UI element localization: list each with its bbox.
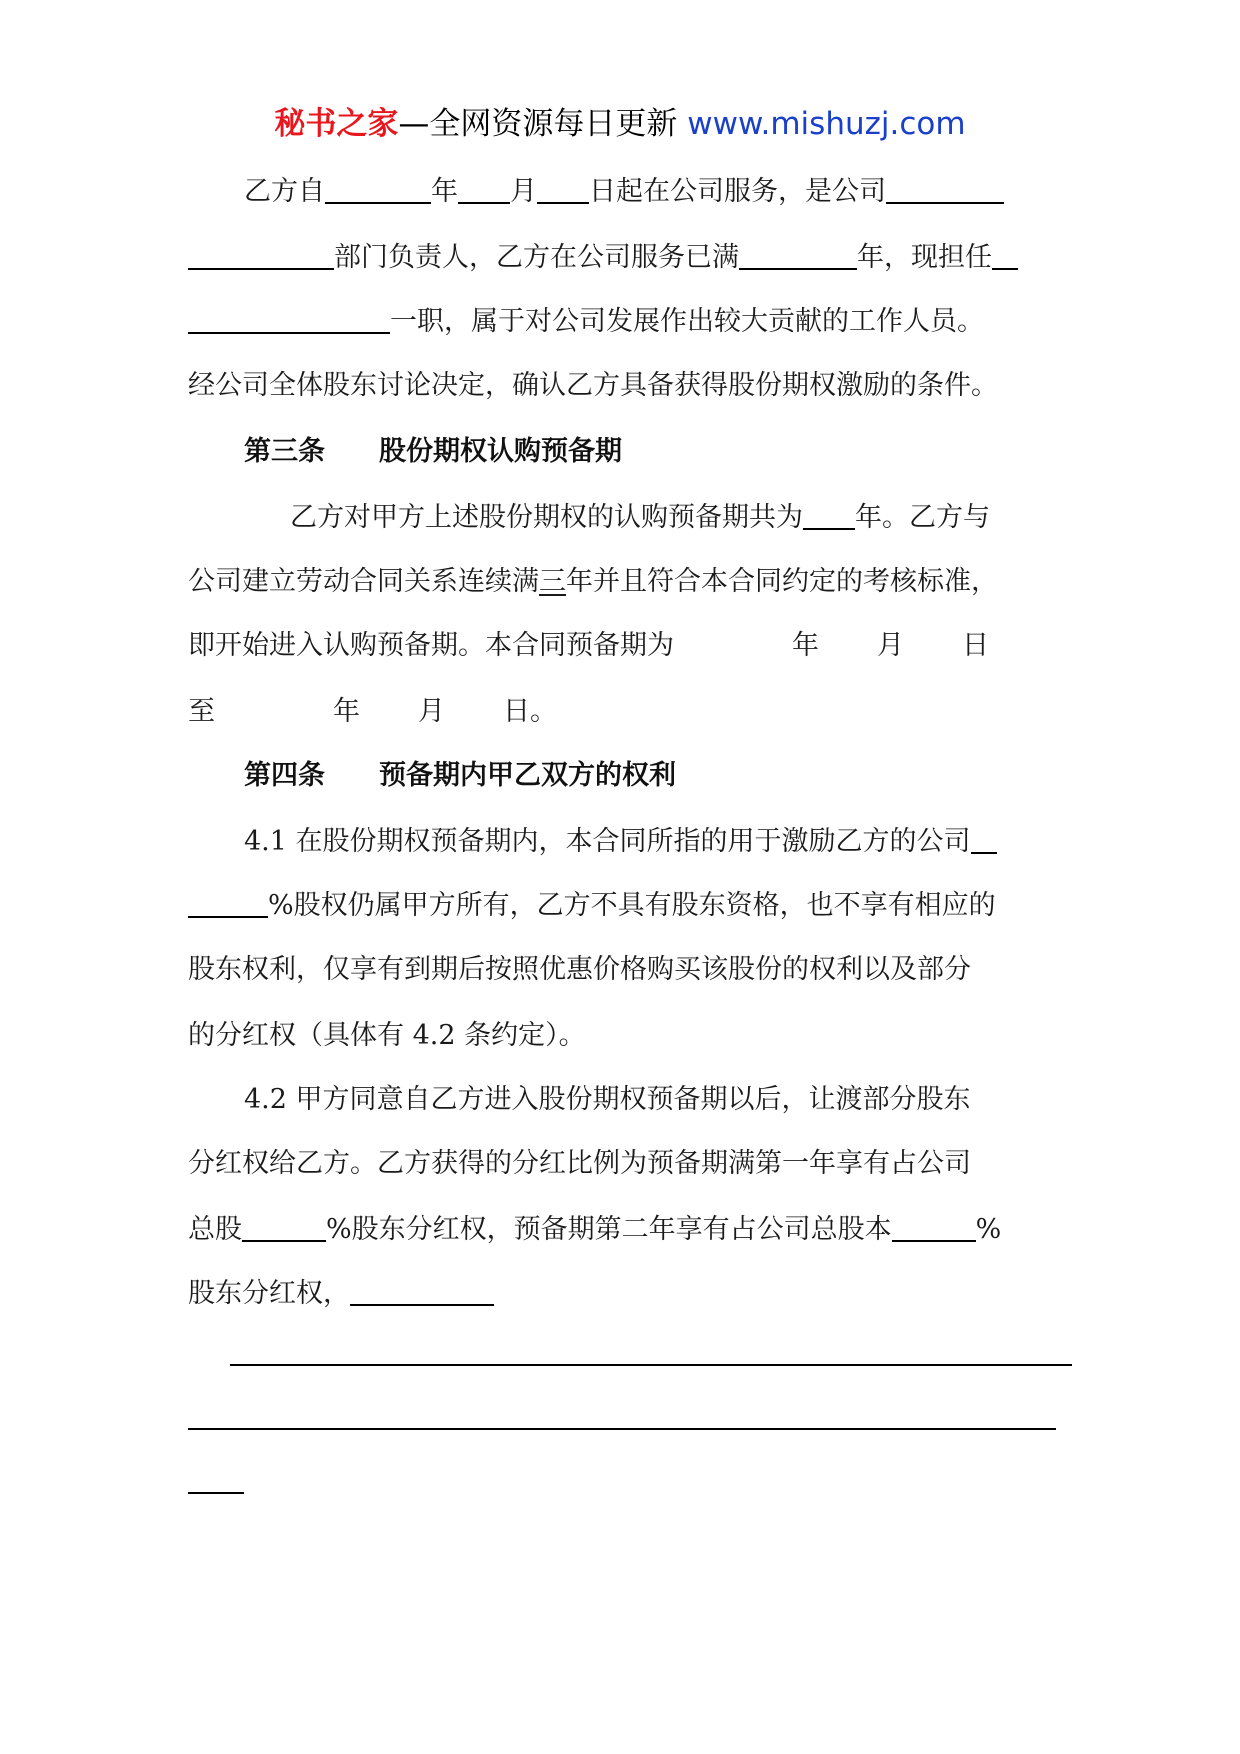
blank-equity-a — [971, 818, 997, 854]
blank-years-served — [739, 234, 857, 270]
blank-position-b — [188, 298, 390, 334]
blank-dividend-year1 — [242, 1206, 326, 1242]
blank-year — [325, 168, 431, 204]
blank-company — [886, 168, 1004, 204]
article4-title: 预备期内甲乙双方的权利 — [379, 760, 676, 791]
article4-number: 第四条 — [244, 760, 325, 791]
article3-line4: 至 年 月 日。 — [188, 696, 557, 727]
article3-number: 第三条 — [244, 436, 325, 467]
blank-dividend-year2 — [892, 1206, 976, 1242]
article3-line2: 公司建立劳动合同关系连续满三年并且符合本合同约定的考核标准， — [188, 566, 998, 597]
blank-dividend-more — [350, 1270, 494, 1306]
article4-p1-line3: 股东权利，仅享有到期后按照优惠价格购买该股份的权利以及部分 — [188, 954, 971, 985]
article3-title: 股份期权认购预备期 — [379, 436, 622, 467]
blank-month — [458, 168, 510, 204]
slogan: —全网资源每日更新 — [398, 106, 678, 142]
brand-name: 秘书之家 — [274, 106, 399, 142]
blank-day — [537, 168, 589, 204]
blank-position-a — [992, 234, 1018, 270]
article4-heading — [188, 752, 1068, 800]
article3-line1: 乙方对甲方上述股份期权的认购预备期共为 年。乙方与 — [188, 494, 1068, 542]
article3-line3: 即开始进入认购预备期。本合同预备期为 年 月 日 — [188, 630, 989, 661]
blank-line-1 — [230, 1364, 1072, 1366]
article3-heading — [188, 428, 1068, 476]
site-url[interactable]: www.mishuzj.com — [687, 106, 966, 142]
para1-line1: 乙方自 年 月 日起在公司服务，是公司 — [188, 168, 1068, 216]
blank-line-2 — [188, 1428, 1056, 1430]
blank-period-years — [803, 494, 855, 530]
article4-p2-line3: 总股 %股东分红权，预备期第二年享有占公司总股本 % — [188, 1206, 1068, 1254]
blank-line-3 — [188, 1492, 244, 1494]
article4-p1-line1: 4.1 在股份期权预备期内，本合同所指的用于激励乙方的公司 — [188, 818, 1068, 866]
blank-department — [188, 234, 334, 270]
para1-line4: 经公司全体股东讨论决定，确认乙方具备获得股份期权激励的条件。 — [188, 370, 998, 401]
article4-p2-line1: 4.2 甲方同意自乙方进入股份期权预备期以后，让渡部分股东 — [244, 1084, 971, 1115]
watermark-header — [0, 100, 1240, 148]
blank-equity-b — [188, 882, 268, 918]
para1-line2: 部门负责人，乙方在公司服务已满 年，现担任 — [188, 234, 1068, 282]
article4-p1-line2: %股权仍属甲方所有，乙方不具有股东资格，也不享有相应的 — [188, 882, 1068, 930]
article4-p2-line2: 分红权给乙方。乙方获得的分红比例为预备期满第一年享有占公司 — [188, 1148, 971, 1179]
article4-p1-line4: 的分红权（具体有 4.2 条约定）。 — [188, 1020, 586, 1051]
article4-p2-line4: 股东分红权， — [188, 1270, 1068, 1318]
para1-line3: 一职，属于对公司发展作出较大贡献的工作人员。 — [188, 298, 1068, 346]
